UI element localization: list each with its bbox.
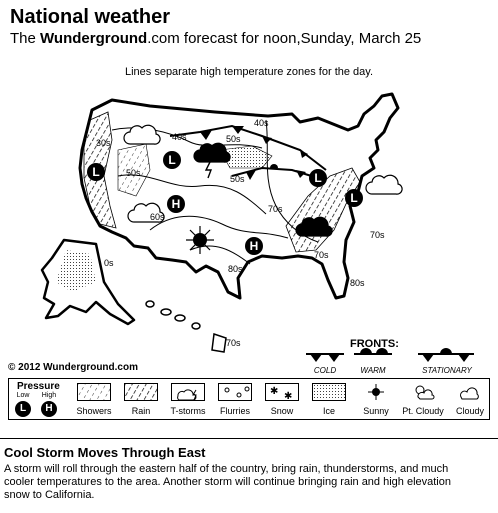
zone-note: Lines separate high temperature zones for the day. — [124, 66, 374, 78]
temperature-zone-label: 40s — [254, 118, 269, 128]
temperature-zone-label: 70s — [314, 250, 329, 260]
high-pressure-center — [167, 195, 185, 213]
subtitle-brand: Wunderground — [40, 30, 148, 47]
copyright: © 2012 Wunderground.com — [8, 362, 138, 373]
svg-text:L: L — [168, 153, 176, 167]
story-line: snow to California. — [4, 489, 95, 501]
cloud-icon — [453, 383, 487, 401]
story-panel — [0, 438, 498, 513]
svg-text:L: L — [92, 165, 100, 179]
pressure-high-label: High — [41, 392, 57, 399]
map-sun-icon — [186, 226, 214, 254]
svg-text:✱: ✱ — [284, 391, 293, 401]
low-pressure-center — [163, 151, 181, 169]
svg-text:L: L — [350, 191, 358, 205]
temperature-zone-label: 70s — [268, 204, 283, 214]
front-label-cold: COLD — [313, 366, 337, 375]
snow-icon — [265, 383, 299, 401]
pressure-low-label: Low — [16, 392, 30, 399]
sun-icon — [359, 383, 393, 401]
legend-label: Sunny — [363, 406, 389, 416]
low-pressure-icon: L — [15, 401, 31, 417]
legend-label: Pt. Cloudy — [402, 406, 444, 416]
temperature-zone-label: 80s — [228, 264, 243, 274]
temperature-zone-label: 0s — [104, 258, 114, 268]
story-headline: Cool Storm Moves Through East — [4, 445, 206, 460]
low-pressure-center — [345, 189, 363, 207]
ice-swatch — [312, 383, 346, 401]
temperature-zone-label: 40s — [172, 132, 187, 142]
legend-label: Rain — [131, 406, 151, 416]
legend-label: Snow — [270, 406, 294, 416]
map-cloud-icon-east — [366, 175, 402, 194]
subtitle-suffix: .com forecast for noon,Sunday, March 25 — [147, 30, 422, 47]
front-label-stationary: STATIONARY — [422, 366, 472, 375]
fronts-legend-symbols — [306, 348, 474, 362]
story-line: A storm will roll through the eastern half of the country, bring rain, thunderstorms, and much — [4, 463, 449, 475]
temperature-zone-label: 70s — [226, 338, 241, 348]
rain-swatch — [124, 383, 158, 401]
temperature-zone-label: 30s — [96, 138, 111, 148]
map-title: National weather — [10, 6, 171, 28]
partly-cloudy-icon — [406, 383, 440, 401]
legend-label: Cloudy — [455, 406, 484, 416]
legend-label: Flurries — [219, 406, 250, 416]
subtitle-prefix: The — [10, 30, 41, 47]
high-pressure-center — [245, 237, 263, 255]
showers-swatch — [77, 383, 111, 401]
story-body — [4, 463, 490, 502]
legend-label: Ice — [322, 406, 335, 416]
fronts-title: FRONTS: — [350, 338, 399, 350]
flurries-icon — [218, 383, 252, 401]
temperature-zone-label: 50s — [126, 168, 141, 178]
pressure-title: Pressure — [17, 381, 60, 392]
legend-label: Showers — [76, 406, 112, 416]
front-label-warm: WARM — [360, 366, 386, 375]
thunderstorm-icon — [171, 383, 205, 401]
temperature-zone-label: 50s — [226, 134, 241, 144]
temperature-zone-label: 50s — [230, 174, 245, 184]
story-line: cooler temperatures to the area. Another storm will continue bringing rain and high elevation — [4, 476, 451, 488]
low-pressure-center — [309, 169, 327, 187]
low-pressure-center — [87, 163, 105, 181]
svg-text:H: H — [249, 239, 259, 253]
svg-text:H: H — [171, 197, 181, 211]
temperature-zone-label: 60s — [150, 212, 165, 222]
legend-label: T-storms — [170, 406, 206, 416]
svg-text:✱: ✱ — [270, 386, 279, 397]
hawaii-islands — [146, 301, 226, 352]
temperature-zone-label: 70s — [370, 230, 385, 240]
legend — [8, 378, 490, 420]
high-pressure-icon: H — [41, 401, 57, 417]
svg-text:L: L — [314, 171, 322, 185]
temperature-zone-label: 80s — [350, 278, 365, 288]
